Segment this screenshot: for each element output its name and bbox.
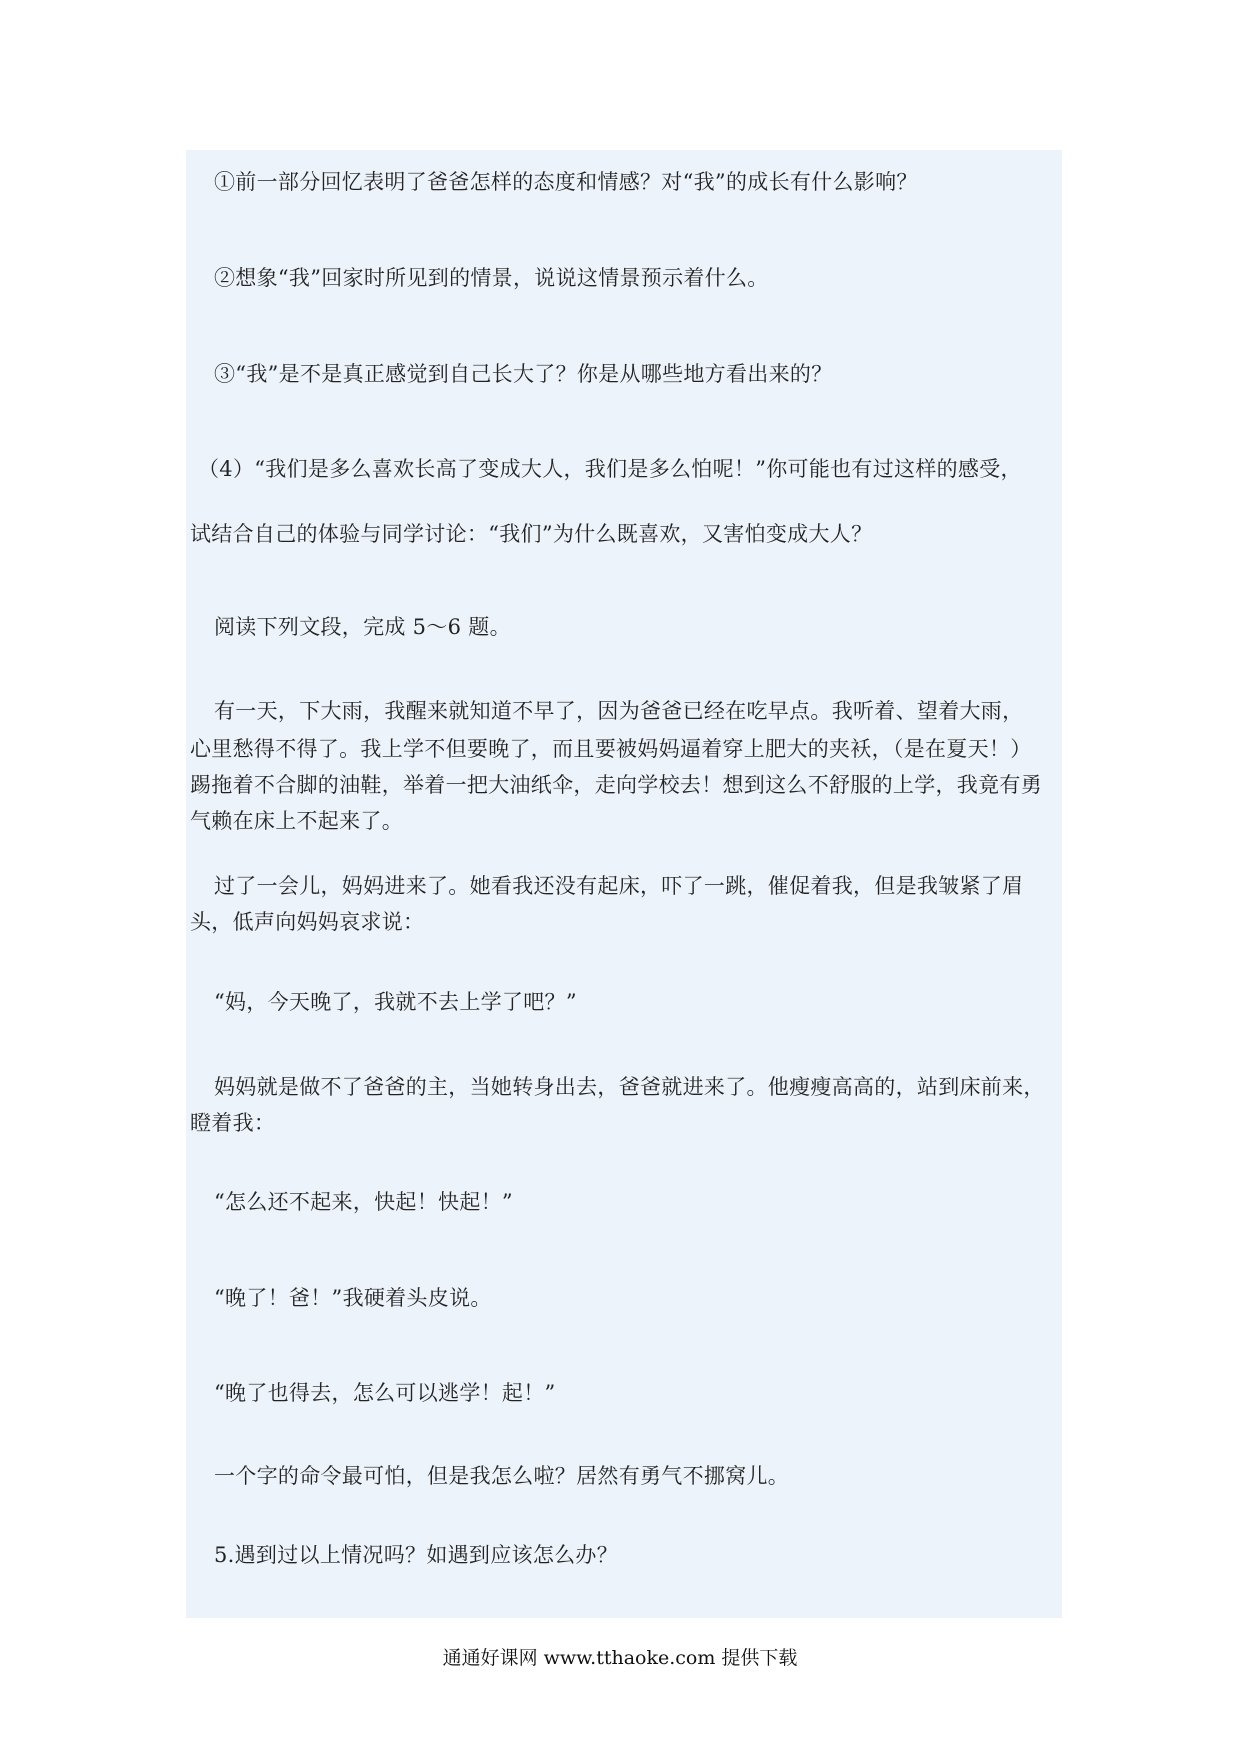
question-5: 5.遇到过以上情况吗？如遇到应该怎么办？ [214, 1543, 619, 1567]
question-2: ②想象“我”回家时所见到的情景，说说这情景预示着什么。 [214, 266, 769, 290]
passage-p8: 一个字的命令最可怕，但是我怎么啦？居然有勇气不挪窝儿。 [214, 1464, 790, 1488]
passage-p2-line-1: 过了一会儿，妈妈进来了。她看我还没有起床，吓了一跳，催促着我，但是我皱紧了眉 [214, 874, 1024, 898]
passage-p6: “晚了！爸！”我硬着头皮说。 [214, 1286, 492, 1310]
question-3: ③“我”是不是真正感觉到自己长大了？你是从哪些地方看出来的？ [214, 362, 833, 386]
reading-instruction: 阅读下列文段，完成 5～6 题。 [214, 615, 511, 639]
passage-p1-line-1: 有一天，下大雨，我醒来就知道不早了，因为爸爸已经在吃早点。我听着、望着大雨， [214, 699, 1024, 723]
passage-p3: “妈，今天晚了，我就不去上学了吧？” [214, 990, 577, 1014]
passage-p1-line-4: 气赖在床上不起来了。 [190, 809, 403, 833]
passage-p1-line-3: 踢拖着不合脚的油鞋，举着一把大油纸伞，走向学校去！想到这么不舒服的上学，我竟有勇 [190, 773, 1042, 797]
passage-p4-line-1: 妈妈就是做不了爸爸的主，当她转身出去，爸爸就进来了。他瘦瘦高高的，站到床前来， [214, 1075, 1045, 1099]
passage-p7: “晚了也得去，怎么可以逃学！起！” [214, 1381, 556, 1405]
passage-p5: “怎么还不起来，快起！快起！” [214, 1190, 513, 1214]
passage-p4-line-2: 瞪着我： [190, 1111, 276, 1135]
question-1: ①前一部分回忆表明了爸爸怎样的态度和情感？对“我”的成长有什么影响？ [214, 170, 918, 194]
passage-p1-line-2: 心里愁得不得了。我上学不但要晚了，而且要被妈妈逼着穿上肥大的夹袄，（是在夏天！） [190, 737, 1032, 761]
passage-p2-line-2: 头，低声向妈妈哀求说： [190, 910, 425, 934]
question-4-line-2: 试结合自己的体验与同学讨论：“我们”为什么既喜欢，又害怕变成大人？ [190, 522, 873, 546]
footer-credit: 通通好课网 www.tthaoke.com 提供下载 [442, 1647, 798, 1669]
question-4-line-1: （4）“我们是多么喜欢长高了变成大人，我们是多么怕呢！”你可能也有过这样的感受， [198, 457, 1022, 481]
